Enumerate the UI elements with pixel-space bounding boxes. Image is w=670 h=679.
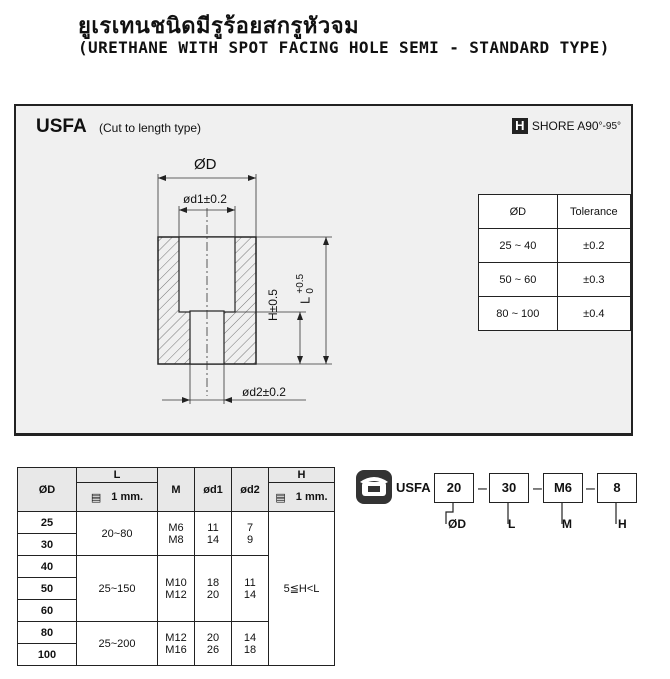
spec-h: 5≦H<L (269, 512, 335, 666)
spec-m: M10 M12 (158, 556, 195, 622)
tol-cell: ±0.4 (557, 297, 630, 331)
spec-m: M12 M16 (158, 622, 195, 666)
model-note: (Cut to length type) (99, 121, 202, 135)
tolerance-table (478, 194, 631, 331)
order-box-l: 30 (489, 473, 529, 503)
order-connectors (356, 470, 656, 540)
spec-od: 100 (18, 644, 77, 666)
spec-header-h-unit: ▤ 1 mm. (269, 483, 335, 512)
order-label-l: L (508, 517, 516, 531)
spec-header-l-unit: ▤ 1 mm. (77, 483, 158, 512)
model-name: USFA (36, 116, 87, 137)
spec-l: 25~150 (77, 556, 158, 622)
order-separator: – (533, 480, 542, 497)
shore-tolerance: °-95° (598, 120, 621, 132)
od-dimension-label: ØD (194, 156, 217, 173)
spec-od: 40 (18, 556, 77, 578)
tol-header-tolerance: Tolerance (557, 195, 630, 229)
d1-dimension-label: ød1±0.2 (183, 192, 227, 206)
spec-od: 30 (18, 534, 77, 556)
spec-od: 50 (18, 578, 77, 600)
step-icon: ▤ (275, 491, 286, 504)
spec-od: 25 (18, 512, 77, 534)
tol-cell: 50 ~ 60 (479, 263, 558, 297)
spec-d1: 20 26 (195, 622, 232, 666)
title-english: (URETHANE WITH SPOT FACING HOLE SEMI - STANDARD TYPE) (78, 38, 610, 57)
spec-l: 20~80 (77, 512, 158, 556)
spec-m: M6 M8 (158, 512, 195, 556)
spec-header-l: L (77, 468, 158, 483)
spec-d1: 11 14 (195, 512, 232, 556)
l-tol-upper: +0.5 (295, 273, 306, 294)
spec-d1: 18 20 (195, 556, 232, 622)
step-icon: ▤ (90, 491, 102, 504)
spec-l: 25~200 (77, 622, 158, 666)
hardness-icon: H (512, 118, 528, 134)
order-box-m: M6 (543, 473, 583, 503)
h-dimension-label: H±0.5 (266, 289, 280, 321)
l-dimension-label (296, 274, 316, 304)
order-label-h: H (618, 517, 627, 531)
tol-cell: 80 ~ 100 (479, 297, 558, 331)
d2-dimension-label: ød2±0.2 (242, 385, 286, 399)
spec-header-m: M (158, 468, 195, 512)
shore-text: SHORE A90 (531, 119, 599, 133)
spec-d2: 14 18 (232, 622, 269, 666)
spec-d2: 11 14 (232, 556, 269, 622)
spec-header-od: ØD (18, 468, 77, 512)
spec-od: 60 (18, 600, 77, 622)
title-thai: ยูเรเทนชนิดมีรูร้อยสกรูหัวจม (78, 13, 360, 38)
spec-table (17, 467, 335, 666)
order-separator: – (586, 480, 595, 497)
order-label-od: ØD (448, 517, 466, 531)
order-example (356, 470, 646, 540)
spec-d2: 7 9 (232, 512, 269, 556)
spec-header-d2: ød2 (232, 468, 269, 512)
spec-od: 80 (18, 622, 77, 644)
tol-cell: ±0.3 (557, 263, 630, 297)
order-label-m: M (562, 517, 572, 531)
tol-cell: 25 ~ 40 (479, 229, 558, 263)
tol-header-od: ØD (479, 195, 558, 229)
l-tol-lower: 0 (305, 288, 316, 294)
spec-header-h: H (269, 468, 335, 483)
order-box-od: 20 (434, 473, 474, 503)
l-label: L (297, 297, 313, 304)
tol-cell: ±0.2 (557, 229, 630, 263)
order-prefix: USFA (396, 480, 431, 495)
order-separator: – (478, 480, 487, 497)
spec-header-d1: ød1 (195, 468, 232, 512)
drawing-panel (14, 104, 633, 436)
order-box-h: 8 (597, 473, 637, 503)
